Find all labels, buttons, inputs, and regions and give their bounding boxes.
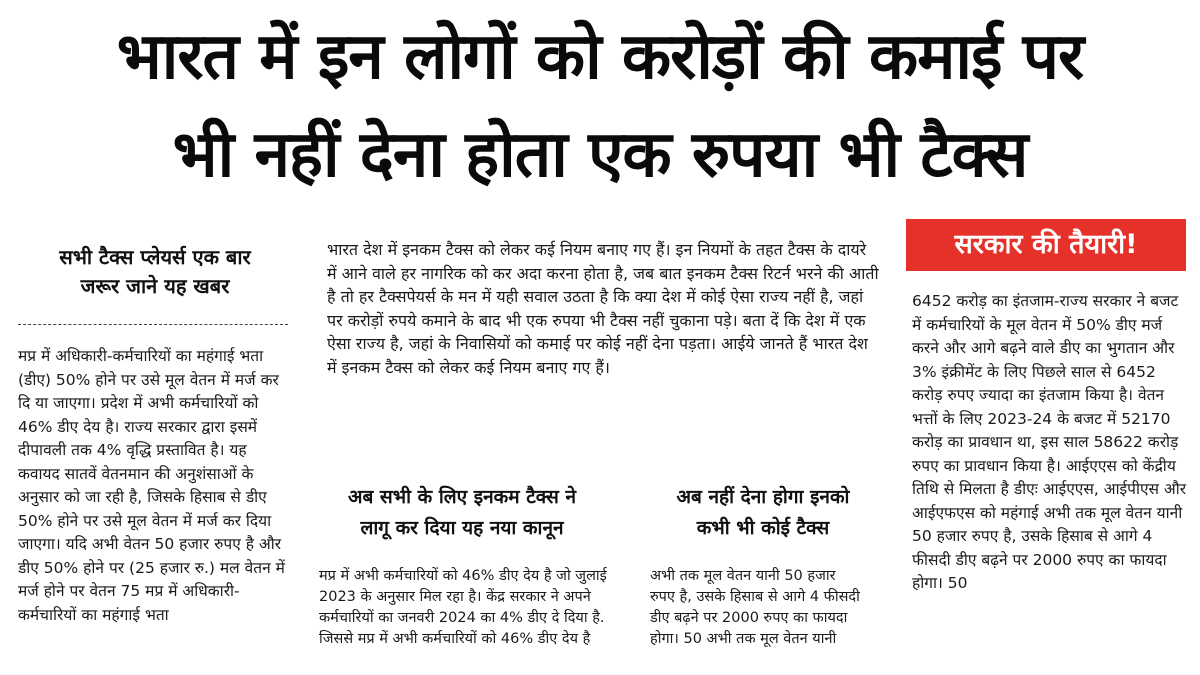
left-subheading-line-2: जरूर जाने यह खबर xyxy=(80,274,230,298)
left-subheading-line-1: सभी टैक्स प्लेयर्स एक बार xyxy=(59,245,251,269)
right-article-body: 6452 करोड़ का इंतजाम-राज्य सरकार ने बजट में कर्मचारियों के मूल वेतन में 50% डीए मर्ज करने और आगे बढ़ने वाले डीए का भुगतान और 3% इंक्रीमेंट के लिए पिछले साल से 6452 करोड़ रुपए ज्यादा का इंतजाम किया है। वेतन भत्तों के लिए 2023-24 के बजट में 52170 करोड़ का प्रावधान था, इस साल 58622 करोड़ रुपए का प्रावधान किया है। आईएएस को केंद्रीय तिथि से मिलता है डीएः आईएएस, आईपीएस और आईएफएस को महंगाई अभी तक मूल वेतन यानी 50 हजार रुपए है, उसके हिसाब से आगे 4 फीसदी डीए बढ़ने पर 2000 रुपए का फायदा होगा। 50 xyxy=(912,292,1187,592)
left-article-body: मप्र में अधिकारी-कर्मचारियों का महंगाई भता (डीए) 50% होने पर उसे मूल वेतन में मर्ज कर दि या जाएगा। प्रदेश में अभी कर्मचारियों को 46% डीए देय है। राज्य सरकार द्वारा इसमें दीपावली तक 4% वृद्धि प्रस्तावित है। यह कवायद सातवें वेतनमान की अनुशंसाओं के अनुसार को जा रही है, जिसके हिसाब से डीए 50% होने पर उसे मूल वेतन में मर्ज कर दिया जाएगा। यदि अभी वेतन 50 हजार रुपए है और डीए 50% होने पर (25 हजार रु.) मल वेतन में मर्ज होने पर वेतन 75 मप्र में अधिकारी-कर्मचारियों का महंगाई भता xyxy=(18,347,285,624)
intro-paragraph: भारत देश में इनकम टैक्स को लेकर कई नियम बनाए गए हैं। इन नियमों के तहत टैक्स के दायरे में आने वाले हर नागरिक को कर अदा करना होता है, जब बात इनकम टैक्स रिटर्न भरने की आती है तो हर टैक्सपेयर्स के मन में यही सवाल उठता है कि क्या देश में कोई ऐसा राज्य नहीं है, जहां पर करोड़ों रुपये कमाने के बाद भी एक रुपया भी टैक्स नहीं चुकाना पड़े। बता दें कि देश में एक ऐसा राज्य है, जहां के निवासियों को कमाई पर कोई नहीं देना पड़ता। आईये जानते हैं भारत देश में इनकम टैक्स को लेकर कई नियम बनाए गए हैं। xyxy=(327,240,879,377)
mid-right-subheading xyxy=(628,482,898,544)
headline xyxy=(0,8,1200,204)
mid-left-subheading-line-1: अब सभी के लिए इनकम टैक्स ने xyxy=(347,486,577,508)
section-divider xyxy=(18,324,288,325)
headline-line-2: भी नहीं देना होता एक रुपया भी टैक्स xyxy=(172,118,1028,192)
mid-right-subheading-line-1: अब नहीं देना होगा इनको xyxy=(676,486,850,508)
mid-right-subheading-line-2: कभी भी कोई टैक्स xyxy=(696,517,830,539)
mid-right-article-body: अभी तक मूल वेतन यानी 50 हजार रुपए है, उसके हिसाब से आगे 4 फीसदी डीए बढ़ने पर 2000 रुपए का फायदा होगा। 50 अभी तक मूल वेतन यानी xyxy=(650,568,860,647)
mid-left-subheading-line-2: लागू कर दिया यह नया कानून xyxy=(360,517,564,539)
section-badge: सरकार की तैयारी! xyxy=(906,219,1186,271)
headline-line-1: भारत में इन लोगों को करोड़ों की कमाई पर xyxy=(116,20,1084,94)
mid-left-subheading xyxy=(312,482,612,544)
mid-left-article-body: मप्र में अभी कर्मचारियों को 46% डीए देय है जो जुलाई 2023 के अनुसार मिल रहा है। केंद्र सरकार ने अपने कर्मचारियों का जनवरी 2024 का 4% डीए दे दिया है. जिससे मप्र में अभी कर्मचारियों को 46% डीए देय है xyxy=(319,568,607,647)
left-subheading xyxy=(10,243,300,301)
